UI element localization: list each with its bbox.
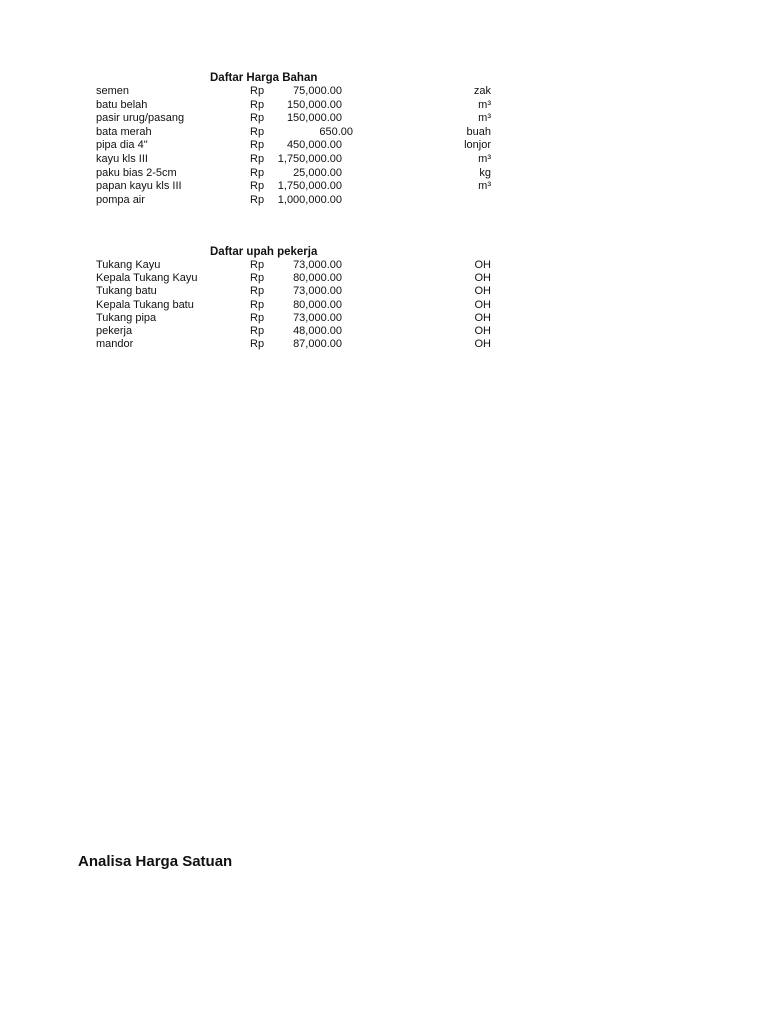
price-value: 1,750,000.00: [277, 180, 342, 193]
table-row: [0, 99, 768, 113]
worker-name: pekerja: [96, 324, 133, 337]
table-row: [0, 272, 768, 285]
currency-label: Rp: [250, 112, 265, 125]
wages-title: Daftar upah pekerja: [210, 246, 318, 258]
item-name: batu belah: [96, 98, 148, 111]
currency-label: Rp: [250, 272, 265, 285]
materials-table: [0, 85, 768, 207]
item-name: pasir urug/pasang: [96, 112, 185, 125]
unit-label: zak: [473, 85, 491, 97]
currency-label: Rp: [250, 125, 265, 138]
item-name: kayu kls III: [96, 152, 148, 165]
item-name: paku bias 2-5cm: [96, 166, 177, 179]
currency-label: Rp: [250, 166, 265, 179]
currency-label: Rp: [250, 152, 265, 165]
currency-label: Rp: [250, 311, 265, 324]
table-row: [0, 112, 768, 126]
analysis-heading: Analisa Harga Satuan: [78, 853, 233, 870]
table-row: [0, 299, 768, 312]
table-row: [0, 139, 768, 153]
worker-name: mandor: [96, 338, 134, 351]
price-value: 150,000.00: [286, 112, 342, 125]
table-row: [0, 194, 768, 208]
table-row: [0, 85, 768, 99]
currency-label: Rp: [250, 324, 265, 337]
table-row: [0, 180, 768, 194]
wage-value: 73,000.00: [293, 259, 342, 271]
currency-label: Rp: [250, 193, 265, 206]
unit-label: m³: [478, 180, 491, 193]
unit-label: buah: [466, 125, 491, 138]
item-name: bata merah: [96, 125, 152, 138]
materials-title: Daftar Harga Bahan: [210, 72, 318, 84]
price-value: 1,000,000.00: [277, 193, 342, 206]
unit-label: kg: [479, 166, 491, 179]
currency-label: Rp: [250, 259, 265, 271]
currency-label: Rp: [250, 85, 265, 97]
unit-label: OH: [474, 272, 491, 285]
wage-value: 87,000.00: [293, 338, 342, 351]
table-row: [0, 312, 768, 325]
table-row: [0, 153, 768, 167]
unit-label: OH: [474, 298, 491, 311]
currency-label: Rp: [250, 298, 265, 311]
wage-value: 80,000.00: [293, 272, 342, 285]
unit-label: OH: [474, 259, 491, 271]
price-value: 1,750,000.00: [277, 152, 342, 165]
price-value: 450,000.00: [286, 139, 342, 152]
table-row: [0, 167, 768, 181]
currency-label: Rp: [250, 139, 265, 152]
wage-value: 73,000.00: [293, 285, 342, 298]
worker-name: Tukang Kayu: [96, 259, 161, 271]
table-row: [0, 338, 768, 351]
currency-label: Rp: [250, 285, 265, 298]
worker-name: Tukang pipa: [96, 311, 157, 324]
unit-label: m³: [478, 152, 491, 165]
item-name: semen: [96, 85, 130, 97]
table-row: [0, 259, 768, 272]
wage-value: 80,000.00: [293, 298, 342, 311]
wage-value: 48,000.00: [293, 324, 342, 337]
worker-name: Tukang batu: [96, 285, 157, 298]
item-name: papan kayu kls III: [96, 180, 182, 193]
item-name: pompa air: [96, 193, 145, 206]
table-row: [0, 325, 768, 338]
price-value: 75,000.00: [293, 85, 342, 97]
price-value: 650.00: [319, 125, 353, 138]
currency-label: Rp: [250, 338, 265, 351]
unit-label: OH: [474, 338, 491, 351]
unit-label: lonjor: [464, 139, 491, 152]
unit-label: m³: [478, 112, 491, 125]
table-row: [0, 285, 768, 298]
unit-label: m³: [478, 98, 491, 111]
wages-table: [0, 259, 768, 351]
unit-label: OH: [474, 324, 491, 337]
currency-label: Rp: [250, 180, 265, 193]
price-value: 150,000.00: [286, 98, 342, 111]
worker-name: Kepala Tukang Kayu: [96, 272, 198, 285]
table-row: [0, 126, 768, 140]
unit-label: OH: [474, 311, 491, 324]
unit-label: OH: [474, 285, 491, 298]
currency-label: Rp: [250, 98, 265, 111]
price-value: 25,000.00: [293, 166, 342, 179]
item-name: pipa dia 4": [96, 139, 148, 152]
worker-name: Kepala Tukang batu: [96, 298, 194, 311]
wage-value: 73,000.00: [293, 311, 342, 324]
